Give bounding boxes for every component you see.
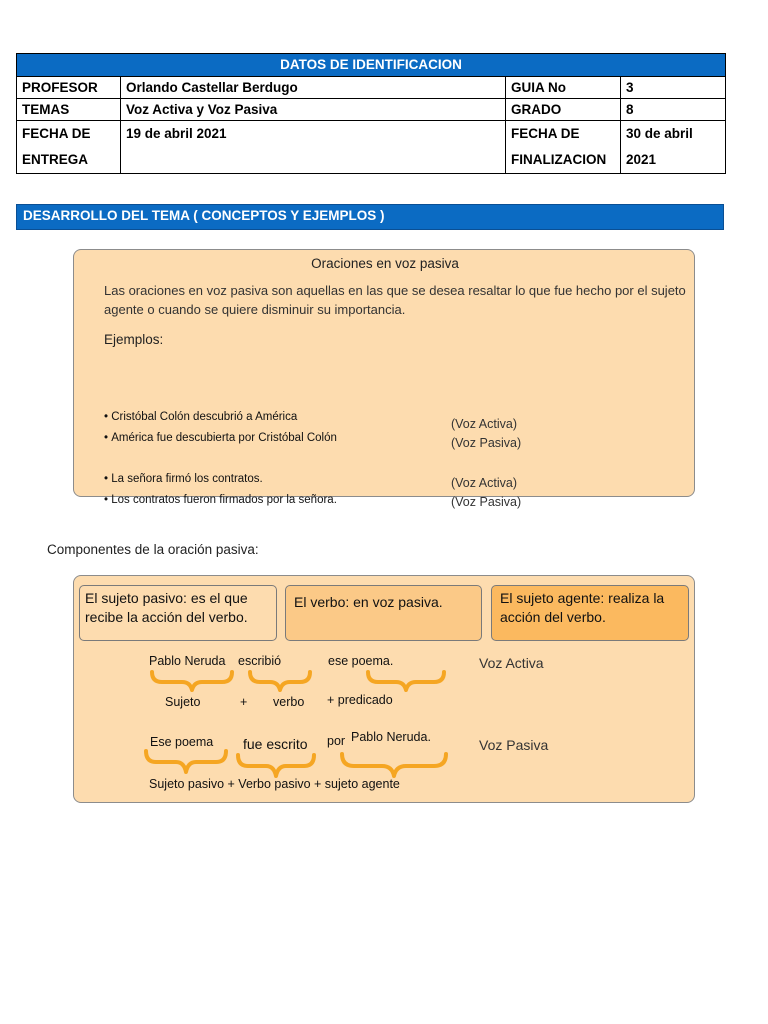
grado-label: GRADO [506, 99, 621, 121]
brace-verb-passive [238, 755, 314, 776]
brace-subject-passive [146, 751, 226, 772]
components-title: Componentes de la oración pasiva: [47, 542, 259, 557]
active-word-subject: Pablo Neruda [149, 654, 226, 668]
fecha-fin-value-line2: 2021 [626, 152, 657, 167]
example-tag: (Voz Pasiva) [451, 436, 522, 450]
passive-word-verb: fue escrito [243, 736, 308, 752]
example-tag: (Voz Pasiva) [451, 495, 522, 509]
brace-predicate-active [368, 672, 444, 690]
active-word-predicate: ese poema. [328, 654, 394, 668]
label-verbo: verbo [273, 695, 305, 709]
fecha-fin-label-line1: FECHA DE [511, 126, 580, 141]
brace-subject-active [152, 672, 232, 690]
label-plus: + [240, 695, 248, 709]
fecha-entrega-value: 19 de abril 2021 [121, 121, 506, 174]
passive-word-agent: Pablo Neruda. [351, 730, 431, 744]
example-tag: (Voz Activa) [451, 476, 517, 490]
panel-title: Oraciones en voz pasiva [311, 256, 459, 271]
fecha-fin-label-line2: FINALIZACION [511, 152, 607, 167]
fecha-fin-value-line1: 30 de abril [626, 126, 693, 141]
agent-subject-box: El sujeto agente: realiza la acción del verbo. [491, 585, 689, 641]
fecha-entrega-label-line2: ENTREGA [22, 152, 89, 167]
section-heading: DESARROLLO DEL TEMA ( CONCEPTOS Y EJEMPLOS ) [16, 204, 724, 230]
fecha-entrega-label-line1: FECHA DE [22, 126, 91, 141]
passive-word-por: por [327, 734, 346, 748]
example-sentence: • La señora firmó los contratos. [104, 473, 263, 485]
brace-agent-passive [342, 754, 446, 776]
panel-description: Las oraciones en voz pasiva son aquellas en las que se desea resaltar lo que fue hecho por el sujeto agente o cuando se quiere disminuir su importancia. [104, 283, 686, 317]
guia-label: GUIA No [506, 77, 621, 99]
passive-word-subject: Ese poema [150, 735, 214, 749]
profesor-value: Orlando Castellar Berdugo [121, 77, 506, 99]
example-sentence: • Los contratos fueron firmados por la señora. [104, 494, 337, 506]
guia-value: 3 [621, 77, 726, 99]
temas-label: TEMAS [17, 99, 121, 121]
active-voice-label: Voz Activa [479, 655, 544, 671]
passive-formula: Sujeto pasivo + Verbo pasivo + sujeto agente [149, 777, 400, 791]
example-sentence: • Cristóbal Colón descubrió a América [104, 411, 298, 423]
grado-value: 8 [621, 99, 726, 121]
example-sentence: • América fue descubierta por Cristóbal Colón [104, 432, 337, 444]
passive-subject-box: El sujeto pasivo: es el que recibe la acción del verbo. [79, 585, 277, 641]
temas-value: Voz Activa y Voz Pasiva [121, 99, 506, 121]
label-sujeto: Sujeto [165, 695, 201, 709]
profesor-label: PROFESOR [17, 77, 121, 99]
passive-voice-label: Voz Pasiva [479, 737, 549, 753]
table-header: DATOS DE IDENTIFICACION [17, 54, 726, 77]
brace-verb-active [250, 672, 310, 690]
example-tag: (Voz Activa) [451, 417, 517, 431]
examples-label: Ejemplos: [104, 332, 164, 347]
verb-box-text: El verbo: en voz pasiva. [294, 594, 443, 610]
active-word-verb: escribió [238, 654, 282, 668]
label-predicado: + predicado [327, 693, 393, 707]
